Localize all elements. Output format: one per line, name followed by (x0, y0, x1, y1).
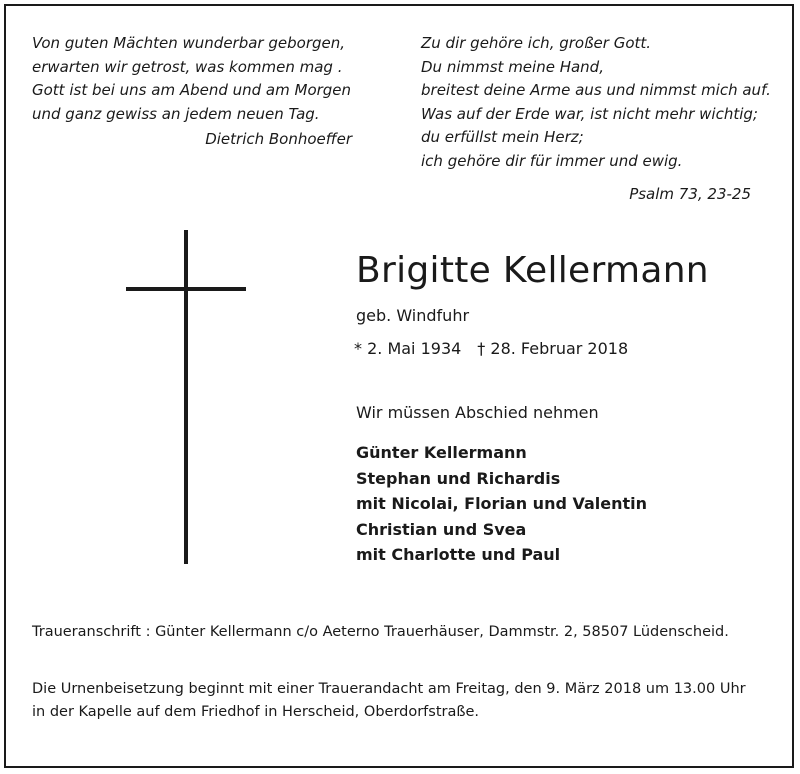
quote-line: ich gehöre dir für immer und ewig. (421, 151, 683, 170)
maiden-name: geb. Windfuhr (356, 306, 470, 325)
bonhoeffer-quote (32, 32, 352, 152)
cross-horizontal-bar (126, 287, 246, 291)
birth-date: * 2. Mai 1934 (354, 339, 462, 358)
life-dates (354, 339, 628, 358)
quote-line: du erfüllst mein Herz; (421, 128, 584, 146)
service-line: Die Urnenbeisetzung beginnt mit einer Trauerandacht am Freitag, den 9. März 2018 um 13.00 Uhr (32, 681, 746, 697)
quote-line: Was auf der Erde war, ist nicht mehr wichtig; (421, 104, 758, 123)
cross-vertical-bar (184, 230, 188, 564)
quote-line: Du nimmst meine Hand, (421, 57, 604, 76)
quote-line: breitest deine Arme aus und nimmst mich auf. (421, 81, 771, 99)
psalm-source: Psalm 73, 23-25 (629, 185, 751, 203)
quote-line: und ganz gewiss an jedem neuen Tag. (32, 104, 320, 123)
mourning-address: Traueranschrift : Günter Kellermann c/o Aeterno Trauerhäuser, Dammstr. 2, 58507 Lüdenscheid. (32, 624, 729, 640)
farewell-text: Wir müssen Abschied nehmen (356, 403, 599, 422)
quote-line: Gott ist bei uns am Abend und am Morgen (32, 81, 352, 99)
psalm-quote (421, 32, 771, 207)
cross-icon (126, 230, 246, 564)
quote-line: Zu dir gehöre ich, großer Gott. (421, 34, 652, 52)
mourners-list (356, 440, 647, 568)
death-date: † 28. Februar 2018 (477, 339, 629, 358)
mourner-line: mit Nicolai, Florian und Valentin (356, 494, 648, 513)
mourner-line: Christian und Svea (356, 519, 527, 539)
quote-line: erwarten wir getrost, was kommen mag . (32, 57, 343, 76)
mourner-line: Günter Kellermann (356, 443, 527, 462)
service-line: in der Kapelle auf dem Friedhof in Herscheid, Oberdorfstraße. (32, 703, 480, 720)
service-info (32, 678, 746, 723)
quote-author: Dietrich Bonhoeffer (205, 130, 352, 148)
quote-line: Von guten Mächten wunderbar geborgen, (32, 34, 346, 52)
deceased-name: Brigitte Kellermann (356, 250, 709, 291)
mourner-line: Stephan und Richardis (356, 468, 561, 488)
mourner-line: mit Charlotte und Paul (356, 545, 561, 564)
